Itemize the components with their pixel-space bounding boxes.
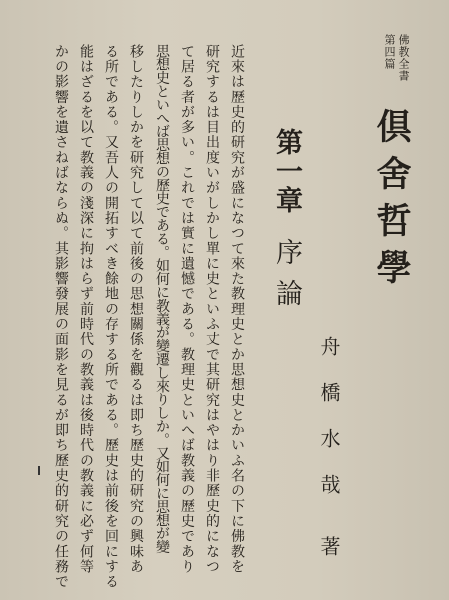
margin-mark [38,466,40,475]
chapter-name: 序論 [271,238,302,320]
chapter-number: 第一章 [271,128,302,215]
series-volume: 第四篇 [383,34,396,70]
body-line-2: 研究するは目出度いがしかし單に史といふ丈で其研究はやはり非歷史的になつ [204,44,220,575]
series-name: 佛教全書 [397,34,410,82]
author-suffix: 著 [317,536,341,556]
body-line-5: 移したりしかを研究して以て前後の思想關係を觀るは即ち歷史的研究の興味あ [128,44,144,575]
body-line-4: 思想史といへば思想の歷史である。如何に教義が變遷し來りしか。又如何に思想が變 [154,44,170,554]
book-title: 倶舍哲學 [371,108,412,296]
body-line-6: る所である。又吾人の開拓すべき餘地の存する所である。歷史は前後を回にする [103,44,119,590]
body-line-1: 近來は歷史的研究が盛になつて來た教理史とか思想史とかいふ名の下に佛教を [229,44,245,575]
author-name: 舟橋水哉 [317,336,341,520]
body-line-8: かの影響を遺さねばならぬ。其影響發展の面影を見るが即ち歷史的研究の任務で [53,44,69,590]
body-line-7: 能はざるを以て教義の淺深に拘はらず前時代の教義は後時代の教義に必ず何等 [78,44,94,575]
body-line-3: て居る者が多い。これでは實に遺憾である。教理史といへば教義の歷史であり [179,44,195,575]
